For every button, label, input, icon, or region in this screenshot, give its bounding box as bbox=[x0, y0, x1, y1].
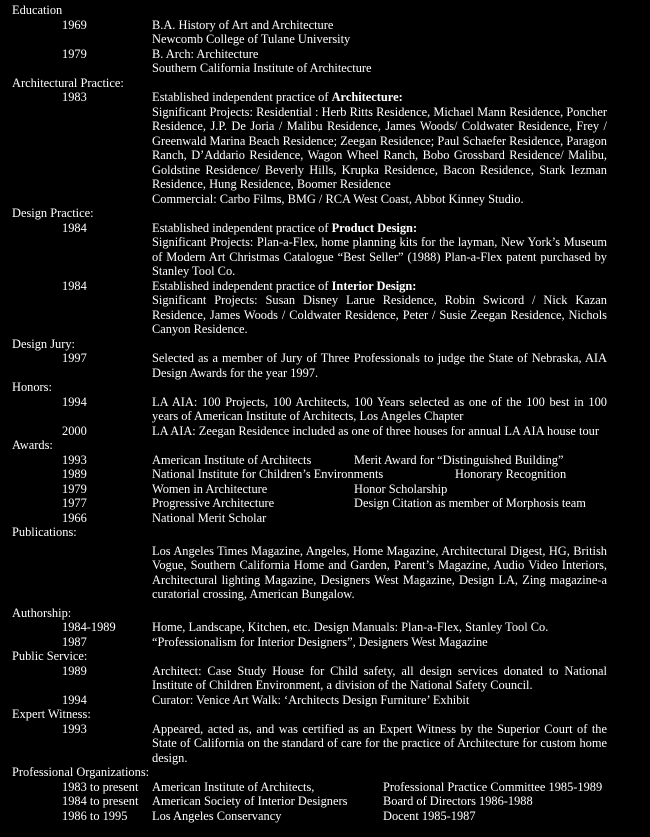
entry-year: 1986 to 1995 bbox=[62, 808, 128, 823]
entry-year: 1979 bbox=[62, 46, 87, 61]
public-service-entry bbox=[0, 693, 650, 708]
entry-year: 1966 bbox=[62, 510, 87, 525]
entry-year: 1984-1989 bbox=[62, 620, 116, 634]
entry-year: 1984 bbox=[62, 278, 87, 293]
entry-year: 2000 bbox=[62, 423, 87, 438]
entry-line: Newcomb College of Tulane University bbox=[152, 32, 351, 46]
award-org: American Institute of Architects bbox=[152, 452, 312, 467]
organization-row bbox=[0, 780, 650, 795]
publications-heading: Publications: bbox=[12, 525, 77, 539]
entry-text: Significant Projects: Susan Disney Larue Residence, Robin Swicord / Nick Kazan Residence, James Woods / Coldwater Residence, Peter / Susie Zeegan Residence, Nichols Canyon Residence. bbox=[152, 293, 607, 336]
entry-lead: Established independent practice of Architecture: bbox=[152, 90, 403, 104]
education-entry bbox=[0, 18, 650, 47]
entry-year: 1983 to present bbox=[62, 779, 139, 794]
authorship-heading: Authorship: bbox=[12, 605, 72, 620]
entry-year: 1989 bbox=[62, 467, 87, 481]
entry-line: B.A. History of Art and Architecture bbox=[152, 17, 334, 32]
award-name: Honor Scholarship bbox=[354, 481, 448, 496]
design-practice-entry bbox=[0, 279, 650, 337]
design-practice-heading: Design Practice: bbox=[12, 206, 94, 220]
entry-text: “Professionalism for Interior Designers”, Designers West Magazine bbox=[152, 634, 488, 649]
entry-year: 1993 bbox=[62, 721, 87, 736]
entry-year: 1984 bbox=[62, 220, 87, 235]
organization-role: Professional Practice Committee 1985-1989 bbox=[383, 779, 603, 794]
publications-text: Los Angeles Times Magazine, Angeles, Home Magazine, Architectural Digest, HG, British Vogue, Southern California Home and Garden, Parent’s Magazine, Audio Video Interiors, Architectural lighting Magazine, Designers West Magazine, Design LA, Zing magazine-a curatorial crossing, American Bungalow. bbox=[152, 543, 607, 601]
public-service-entry bbox=[0, 664, 650, 693]
organization-name: American Institute of Architects, bbox=[152, 779, 315, 794]
entry-year: 1989 bbox=[62, 663, 87, 678]
organization-name: Los Angeles Conservancy bbox=[152, 808, 282, 823]
award-org: National Institute for Children’s Environments bbox=[152, 467, 384, 481]
arch-practice-heading: Architectural Practice: bbox=[12, 75, 124, 90]
entry-text: Architect: Case Study House for Child safety, all design services donated to National Institute of Children Environment, a division of the National Safety Council. bbox=[152, 663, 607, 692]
organization-role: Board of Directors 1986-1988 bbox=[383, 794, 533, 808]
award-org: National Merit Scholar bbox=[152, 510, 267, 525]
entry-year: 1987 bbox=[62, 634, 87, 649]
organization-name: American Society of Interior Designers bbox=[152, 794, 348, 808]
entry-year: 1977 bbox=[62, 496, 87, 510]
entry-text: LA AIA: 100 Projects, 100 Architects, 100 Years selected as one of the 100 best in 100 years of American Institute of Architects, Los Angeles Chapter bbox=[152, 394, 607, 423]
entry-text: Home, Landscape, Kitchen, etc. Design Manuals: Plan-a-Flex, Stanley Tool Co. bbox=[152, 620, 549, 634]
award-name: Honorary Recognition bbox=[455, 467, 567, 481]
entry-lead: Established independent practice of Interior Design: bbox=[152, 278, 417, 293]
public-service-heading: Public Service: bbox=[12, 649, 88, 663]
award-row bbox=[0, 496, 650, 511]
awards-heading: Awards: bbox=[12, 438, 53, 452]
expert-witness-heading: Expert Witness: bbox=[12, 707, 91, 721]
design-jury-heading: Design Jury: bbox=[12, 336, 75, 351]
entry-line: Southern California Institute of Architecture bbox=[152, 61, 372, 75]
entry-projects: Significant Projects: Residential : Herb Ritts Residence, Michael Mann Residence, Poncher Residence, J.P. De Joria / Malibu Residence, James Woods/ Coldwater Residence, Frey / Greenwald Marina Beach Residence; Zeegan Residence; Paul Schaefer Residence, Paragon Ranch, D’Addario Residence, Wagon Wheel Ranch, Bobo Grossbard Residence/ Malibu, Goldstine Residence/ Beverly Hills, Krupka Residence, Bacon Residence, Stark Iezman Residence, Hung Residence, Boomer Residence bbox=[152, 104, 607, 191]
entry-year: 1984 to present bbox=[62, 794, 139, 808]
entry-text: LA AIA: Zeegan Residence included as one of three houses for annual LA AIA house tour bbox=[152, 423, 599, 438]
honors-entry bbox=[0, 395, 650, 424]
expert-witness-entry bbox=[0, 722, 650, 766]
organization-row bbox=[0, 794, 650, 809]
entry-year: 1994 bbox=[62, 394, 87, 409]
organization-row bbox=[0, 809, 650, 824]
award-row bbox=[0, 453, 650, 468]
entry-year: 1994 bbox=[62, 692, 87, 707]
education-heading: Education bbox=[12, 3, 63, 17]
publications-entry bbox=[0, 544, 650, 602]
award-org: Progressive Architecture bbox=[152, 496, 275, 510]
authorship-entry bbox=[0, 620, 650, 635]
award-row bbox=[0, 511, 650, 526]
entry-year: 1969 bbox=[62, 17, 87, 32]
organizations-heading: Professional Organizations: bbox=[12, 765, 150, 779]
entry-text: Significant Projects: Plan-a-Flex, home planning kits for the layman, New York’s Museum of Modern Art Christmas Catalogue “Best Seller” (1988) Plan-a-Flex patent purchased by Stanley Tool Co. bbox=[152, 235, 607, 278]
arch-practice-entry bbox=[0, 90, 650, 206]
organization-role: Docent 1985-1987 bbox=[383, 808, 476, 823]
authorship-entry bbox=[0, 635, 650, 650]
entry-lead: Established independent practice of Product Design: bbox=[152, 220, 418, 235]
entry-text: Appeared, acted as, and was certified as an Expert Witness by the Superior Court of the State of California on the standard of care for the practice of Architecture for custom home design. bbox=[152, 721, 607, 765]
award-row bbox=[0, 482, 650, 497]
design-practice-entry bbox=[0, 221, 650, 279]
award-name: Design Citation as member of Morphosis team bbox=[354, 496, 586, 510]
honors-entry bbox=[0, 424, 650, 439]
award-name: Merit Award for “Distinguished Building” bbox=[354, 452, 564, 467]
entry-year: 1979 bbox=[62, 481, 87, 496]
entry-text: Curator: Venice Art Walk: ‘Architects Design Furniture’ Exhibit bbox=[152, 692, 470, 707]
entry-year: 1993 bbox=[62, 452, 87, 467]
design-jury-entry bbox=[0, 351, 650, 380]
award-org: Women in Architecture bbox=[152, 481, 268, 496]
entry-year: 1997 bbox=[62, 351, 87, 365]
entry-year: 1983 bbox=[62, 90, 87, 104]
entry-text: Selected as a member of Jury of Three Professionals to judge the State of Nebraska, AIA Design Awards for the year 1997. bbox=[152, 351, 607, 380]
award-row bbox=[0, 467, 650, 482]
education-entry bbox=[0, 47, 650, 76]
honors-heading: Honors: bbox=[12, 380, 52, 394]
entry-line: B. Arch: Architecture bbox=[152, 46, 259, 61]
entry-commercial: Commercial: Carbo Films, BMG / RCA West Coast, Abbot Kinney Studio. bbox=[152, 191, 524, 206]
